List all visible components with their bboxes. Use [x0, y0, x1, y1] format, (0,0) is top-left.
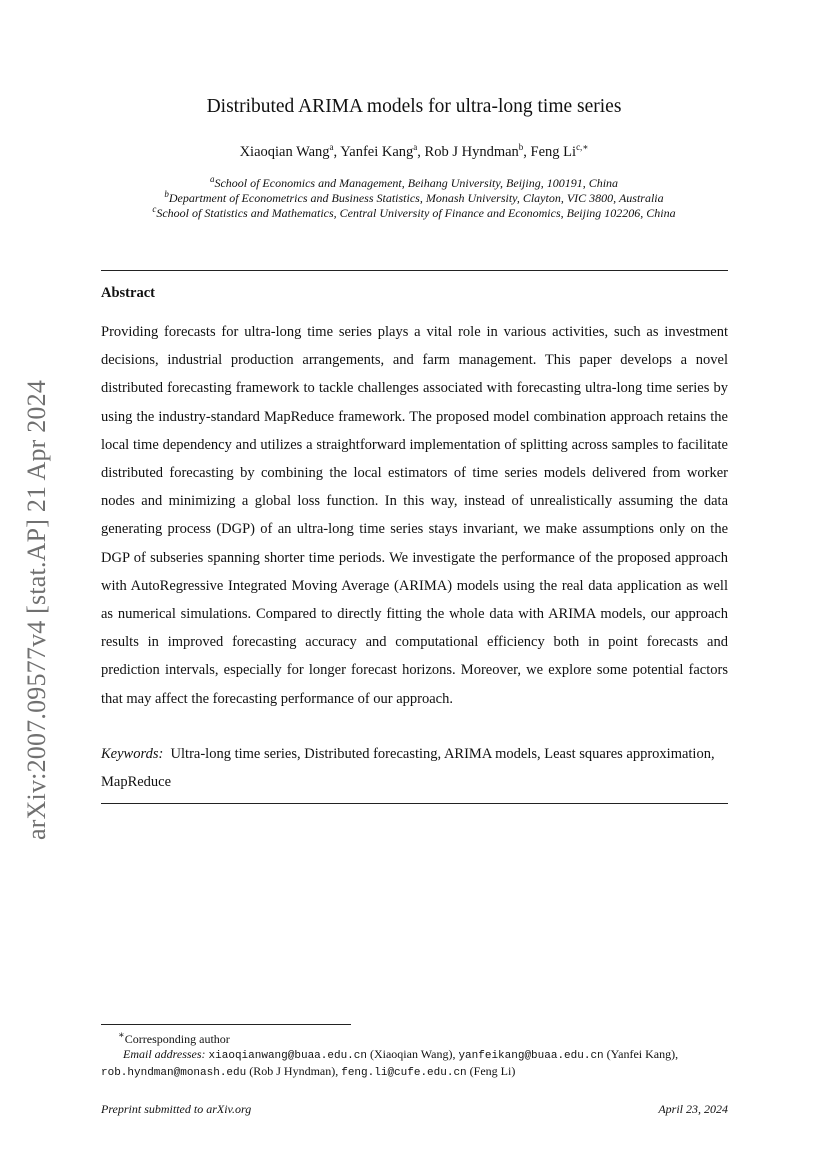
footnote	[101, 1028, 728, 1081]
affiliation-text: School of Economics and Management, Beihang University, Beijing, 100191, China	[214, 176, 619, 190]
corresponding-author-note	[101, 1028, 728, 1047]
footer-date: April 23, 2024	[658, 1102, 728, 1116]
paper-title: Distributed ARIMA models for ultra-long time series	[206, 96, 622, 117]
affiliation-mark: c	[152, 204, 157, 214]
abstract-body: Providing forecasts for ultra-long time series plays a vital role in various activities, such as investment decisions, industrial production arrangements, and farm management. This paper develops a novel distributed forecasting framework to tackle challenges associated with forecasting ultra-long time series by using the industry-standard MapReduce framework. The proposed model combination approach retains the local time dependency and utilizes a straightforward implementation of splitting across samples to facilitate distributed forecasting by combining the local estimators of time series models delivered from worker nodes and minimizing a global loss function. In this way, instead of unrealistically assuming the data generating process (DGP) of an ultra-long time series stays invariant, we make assumptions only on the DGP of subseries spanning shorter time periods. We investigate the performance of the proposed approach with AutoRegressive Integrated Moving Average (ARIMA) models using the real data application as well as numerical simulations. Compared to directly fitting the whole data with ARIMA models, our approach results in improved forecasting accuracy and computational efficiency both in point forecasts and prediction intervals, especially for longer forecast horizons. Moreover, we explore some potential factors that may affect the forecasting performance of our approach.	[101, 324, 728, 707]
affiliation	[0, 206, 828, 221]
footnote-rule	[101, 1024, 351, 1025]
affiliation-mark: a	[209, 174, 215, 184]
footer-preprint-note: Preprint submitted to arXiv.org	[101, 1102, 252, 1116]
affiliation-text: Department of Econometrics and Business Statistics, Monash University, Clayton, VIC 3800, Australia	[168, 191, 664, 205]
keywords	[101, 740, 728, 796]
author-affiliation-mark: c,∗	[576, 142, 589, 153]
author-name: Rob J Hyndman	[424, 144, 519, 160]
keywords-label: Keywords:	[101, 746, 164, 762]
email-owner: (Xiaoqian Wang)	[369, 1047, 453, 1061]
author-affiliation-mark: a	[329, 142, 334, 153]
email-addresses-line: Email addresses: xiaoqianwang@buaa.edu.cn (Xiaoqian Wang), yanfeikang@buaa.edu.cn (Yanfei Kang),	[123, 1047, 679, 1062]
email-link[interactable]: feng.li@cufe.edu.cn	[341, 1067, 467, 1079]
abstract-top-rule	[101, 270, 728, 271]
email-link[interactable]: xiaoqianwang@buaa.edu.cn	[208, 1050, 367, 1062]
email-owner: (Rob J Hyndman)	[249, 1064, 336, 1078]
email-owner: (Yanfei Kang)	[606, 1047, 676, 1061]
email-link[interactable]: yanfeikang@buaa.edu.cn	[458, 1050, 604, 1062]
author-name: Xiaoqian Wang	[239, 144, 330, 160]
arxiv-identifier-stamp	[14, 360, 60, 860]
abstract-heading: Abstract	[101, 285, 155, 301]
footnote-mark: ∗	[118, 1030, 125, 1041]
email-addresses-line: rob.hyndman@monash.edu (Rob J Hyndman), feng.li@cufe.edu.cn (Feng Li)	[101, 1064, 516, 1079]
affiliation-list	[0, 176, 828, 221]
author-name: Feng Li	[530, 144, 577, 160]
affiliation	[0, 191, 828, 206]
corresponding-author-text: Corresponding author	[124, 1032, 230, 1046]
author-affiliation-mark: b	[518, 142, 524, 153]
email-owner: (Feng Li)	[469, 1064, 516, 1078]
email-label: Email addresses:	[123, 1047, 206, 1061]
author-list: Xiaoqian Wang$^a$, Yanfei Kang$^a$, Rob J Hyndman$^b$, Feng $Li^{c,∗}$	[239, 142, 589, 160]
abstract-bottom-rule	[101, 803, 728, 804]
author-name: Yanfei Kang	[340, 144, 414, 160]
keywords-text: Ultra-long time series, Distributed forecasting, ARIMA models, Least squares approximation, MapReduce	[101, 746, 715, 791]
affiliation-text: School of Statistics and Mathematics, Central University of Finance and Economics, Beijing 102206, China	[156, 206, 676, 220]
affiliation	[0, 176, 828, 191]
arxiv-identifier-text: arXiv:2007.09577v4 [stat.AP] 21 Apr 2024	[22, 379, 51, 841]
affiliation-mark: b	[164, 189, 169, 199]
author-affiliation-mark: a	[413, 142, 418, 153]
email-link[interactable]: rob.hyndman@monash.edu	[101, 1067, 247, 1079]
